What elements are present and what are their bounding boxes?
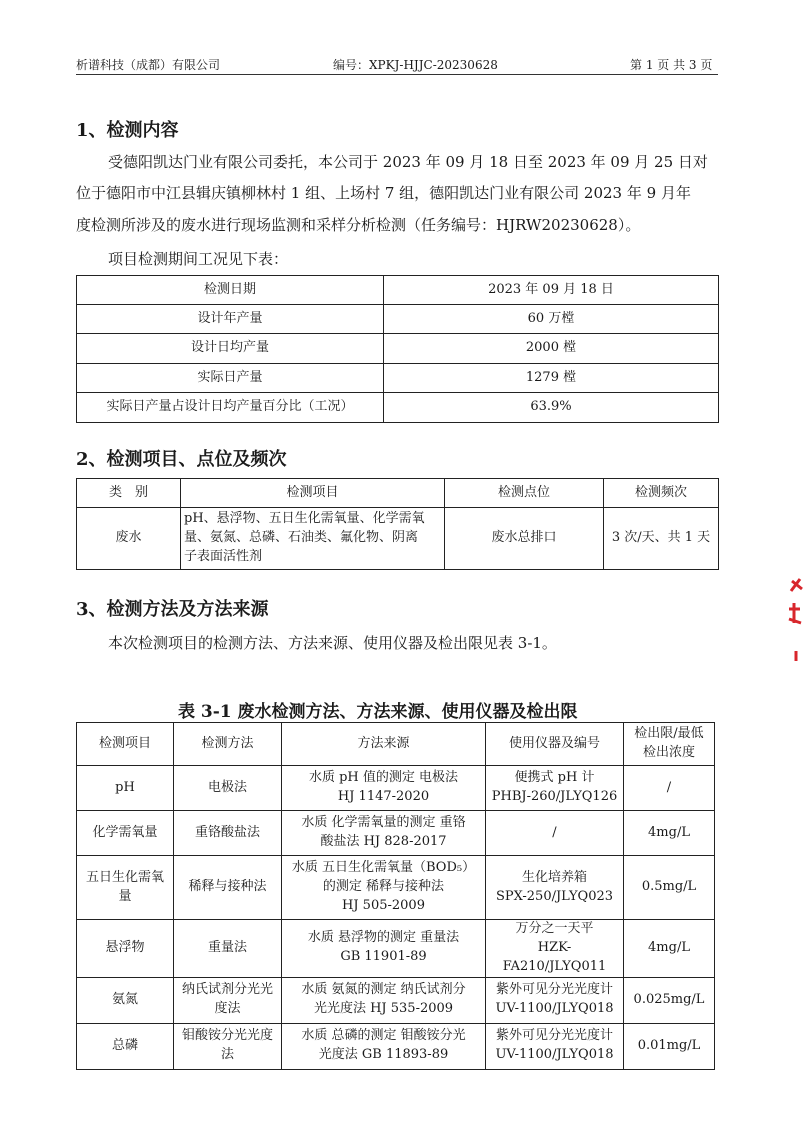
source-line: 水质 化学需氧量的测定 重铬 bbox=[301, 815, 466, 831]
instrument-cell bbox=[486, 1023, 624, 1069]
source-cell bbox=[282, 811, 486, 856]
instrument-line: HZK-FA210/JLYQ011 bbox=[502, 939, 607, 974]
instrument-cell bbox=[486, 920, 624, 978]
source-line: 光光度法 HJ 535-2009 bbox=[313, 1001, 454, 1017]
method-line: 重铬酸盐法 bbox=[194, 824, 260, 840]
table-header-row bbox=[77, 723, 715, 766]
source-cell bbox=[282, 977, 486, 1023]
source-line: 光度法 GB 11893-89 bbox=[318, 1047, 449, 1063]
condition-label: 设计日均产量 bbox=[77, 334, 384, 364]
method-line: 重量法 bbox=[207, 939, 247, 955]
limit-header-line: 检出限/最低 bbox=[634, 726, 704, 742]
item-cell: 五日生化需氧量 bbox=[77, 856, 174, 920]
column-header: 检测项目 bbox=[181, 479, 445, 508]
instrument-line: 万分之一天平 bbox=[515, 921, 594, 936]
source-line: 水质 氨氮的测定 纳氏试剂分 bbox=[301, 982, 466, 998]
table-row bbox=[77, 364, 719, 393]
table-row bbox=[77, 305, 719, 334]
condition-label: 检测日期 bbox=[77, 276, 384, 305]
table-caption: 表 3-1 废水检测方法、方法来源、使用仪器及检出限 bbox=[178, 702, 578, 722]
table-row bbox=[77, 811, 715, 856]
limit-cell: / bbox=[624, 766, 715, 811]
item-cell: 氨氮 bbox=[77, 977, 174, 1023]
source-cell bbox=[282, 856, 486, 920]
item-cell: 悬浮物 bbox=[77, 920, 174, 978]
source-line: 水质 总磷的测定 钼酸铵分光 bbox=[301, 1028, 466, 1044]
condition-label: 设计年产量 bbox=[77, 305, 384, 334]
source-line: HJ 1147-2020 bbox=[337, 789, 430, 804]
table-row bbox=[77, 977, 715, 1023]
table-row bbox=[77, 393, 719, 423]
items-table bbox=[76, 478, 719, 570]
section1-paragraph-line2: 位于德阳市中江县辑庆镇柳林村 1 组、上场村 7 组，德阳凯达门业有限公司 2023 年 9 月年 bbox=[76, 184, 691, 202]
source-line: GB 11901-89 bbox=[340, 949, 427, 965]
category-cell: 废水 bbox=[77, 508, 181, 570]
items-line: 量、氨氮、总磷、石油类、氟化物、阴离 bbox=[184, 530, 419, 546]
header-document-code: 编号：XPKJ-HJJC-20230628 bbox=[333, 58, 498, 72]
condition-value: 1279 樘 bbox=[384, 364, 719, 393]
methods-table bbox=[76, 722, 715, 1070]
table-row bbox=[77, 1023, 715, 1069]
table-row bbox=[77, 334, 719, 364]
method-cell bbox=[174, 920, 282, 978]
section3-intro: 本次检测项目的检测方法、方法来源、使用仪器及检出限见表 3-1。 bbox=[108, 634, 557, 652]
method-line: 法 bbox=[220, 1047, 234, 1063]
table-header-row bbox=[77, 479, 719, 508]
instrument-line: / bbox=[552, 824, 557, 840]
conditions-intro: 项目检测期间工况见下表： bbox=[108, 250, 289, 268]
instrument-line: SPX-250/JLYQ023 bbox=[495, 888, 614, 904]
condition-label: 实际日产量占设计日均产量百分比（工况） bbox=[77, 393, 384, 423]
column-header: 类 别 bbox=[77, 479, 181, 508]
instrument-line: 紫外可见分光光度计 bbox=[495, 982, 613, 998]
header-page-number: 第 1 页 共 3 页 bbox=[630, 58, 713, 72]
limit-cell: 0.5mg/L bbox=[624, 856, 715, 920]
table-row bbox=[77, 920, 715, 978]
condition-value: 2023 年 09 月 18 日 bbox=[384, 276, 719, 305]
items-cell bbox=[181, 508, 445, 570]
section1-paragraph-line3: 度检测所涉及的废水进行现场监测和采样分析检测（任务编号：HJRW20230628）。 bbox=[76, 216, 641, 234]
header-rule bbox=[76, 74, 718, 75]
source-line: HJ 505-2009 bbox=[342, 897, 425, 913]
red-seal-stamp-icon bbox=[786, 575, 803, 665]
condition-label: 实际日产量 bbox=[77, 364, 384, 393]
section3-title: 3、检测方法及方法来源 bbox=[76, 599, 269, 620]
instrument-line: 紫外可见分光光度计 bbox=[495, 1028, 613, 1044]
item-cell: pH bbox=[77, 766, 174, 811]
limit-header-line: 检出浓度 bbox=[642, 745, 695, 760]
column-header: 方法来源 bbox=[282, 723, 486, 766]
instrument-line: UV-1100/JLYQ018 bbox=[495, 1047, 614, 1063]
column-header: 检测项目 bbox=[77, 723, 174, 766]
instrument-line: UV-1100/JLYQ018 bbox=[495, 1001, 614, 1017]
source-cell bbox=[282, 920, 486, 978]
item-cell: 化学需氧量 bbox=[77, 811, 174, 856]
items-line: pH、悬浮物、五日生化需氧量、化学需氧 bbox=[184, 511, 425, 527]
source-line: 水质 pH 值的测定 电极法 bbox=[308, 770, 459, 786]
instrument-line: 生化培养箱 bbox=[521, 869, 587, 885]
source-line: 酸盐法 HJ 828-2017 bbox=[320, 834, 447, 849]
header-company: 析谱科技（成都）有限公司 bbox=[76, 58, 221, 72]
instrument-cell bbox=[486, 856, 624, 920]
instrument-cell bbox=[486, 766, 624, 811]
instrument-cell bbox=[486, 811, 624, 856]
method-line: 纳氏试剂分光光 bbox=[181, 982, 273, 998]
frequency-cell: 3 次/天、共 1 天 bbox=[604, 508, 719, 570]
section2-title: 2、检测项目、点位及频次 bbox=[76, 449, 287, 470]
method-cell bbox=[174, 856, 282, 920]
source-cell bbox=[282, 766, 486, 811]
source-line: 水质 五日生化需氧量（BOD₅） bbox=[291, 860, 476, 876]
method-cell bbox=[174, 977, 282, 1023]
conditions-table bbox=[76, 275, 719, 423]
column-header: 检测方法 bbox=[174, 723, 282, 766]
limit-cell: 4mg/L bbox=[624, 811, 715, 856]
column-header bbox=[624, 723, 715, 766]
item-cell: 总磷 bbox=[77, 1023, 174, 1069]
limit-cell: 4mg/L bbox=[624, 920, 715, 978]
source-cell bbox=[282, 1023, 486, 1069]
items-line: 子表面活性剂 bbox=[184, 548, 263, 564]
condition-value: 2000 樘 bbox=[384, 334, 719, 364]
column-header: 检测点位 bbox=[445, 479, 604, 508]
condition-value: 63.9% bbox=[384, 393, 719, 423]
point-cell: 废水总排口 bbox=[445, 508, 604, 570]
table-row bbox=[77, 766, 715, 811]
source-line: 的测定 稀释与接种法 bbox=[322, 879, 445, 895]
condition-value: 60 万樘 bbox=[384, 305, 719, 334]
table-row bbox=[77, 276, 719, 305]
method-cell bbox=[174, 811, 282, 856]
limit-cell: 0.025mg/L bbox=[624, 977, 715, 1023]
table-row bbox=[77, 508, 719, 570]
limit-cell: 0.01mg/L bbox=[624, 1023, 715, 1069]
method-cell bbox=[174, 1023, 282, 1069]
instrument-line: PHBJ-260/JLYQ126 bbox=[491, 789, 618, 804]
section1-title: 1、检测内容 bbox=[76, 120, 179, 141]
column-header: 检测频次 bbox=[604, 479, 719, 508]
section1-paragraph-line1: 受德阳凯达门业有限公司委托，本公司于 2023 年 09 月 18 日至 2023 年 09 月 25 日对 bbox=[108, 153, 708, 171]
instrument-cell bbox=[486, 977, 624, 1023]
method-line: 钼酸铵分光光度 bbox=[181, 1028, 273, 1044]
column-header: 使用仪器及编号 bbox=[486, 723, 624, 766]
table-row bbox=[77, 856, 715, 920]
instrument-line: 便携式 pH 计 bbox=[514, 770, 595, 786]
method-cell bbox=[174, 766, 282, 811]
method-line: 电极法 bbox=[207, 779, 247, 795]
method-line: 度法 bbox=[214, 1001, 241, 1017]
method-line: 稀释与接种法 bbox=[188, 879, 267, 895]
source-line: 水质 悬浮物的测定 重量法 bbox=[307, 930, 460, 946]
